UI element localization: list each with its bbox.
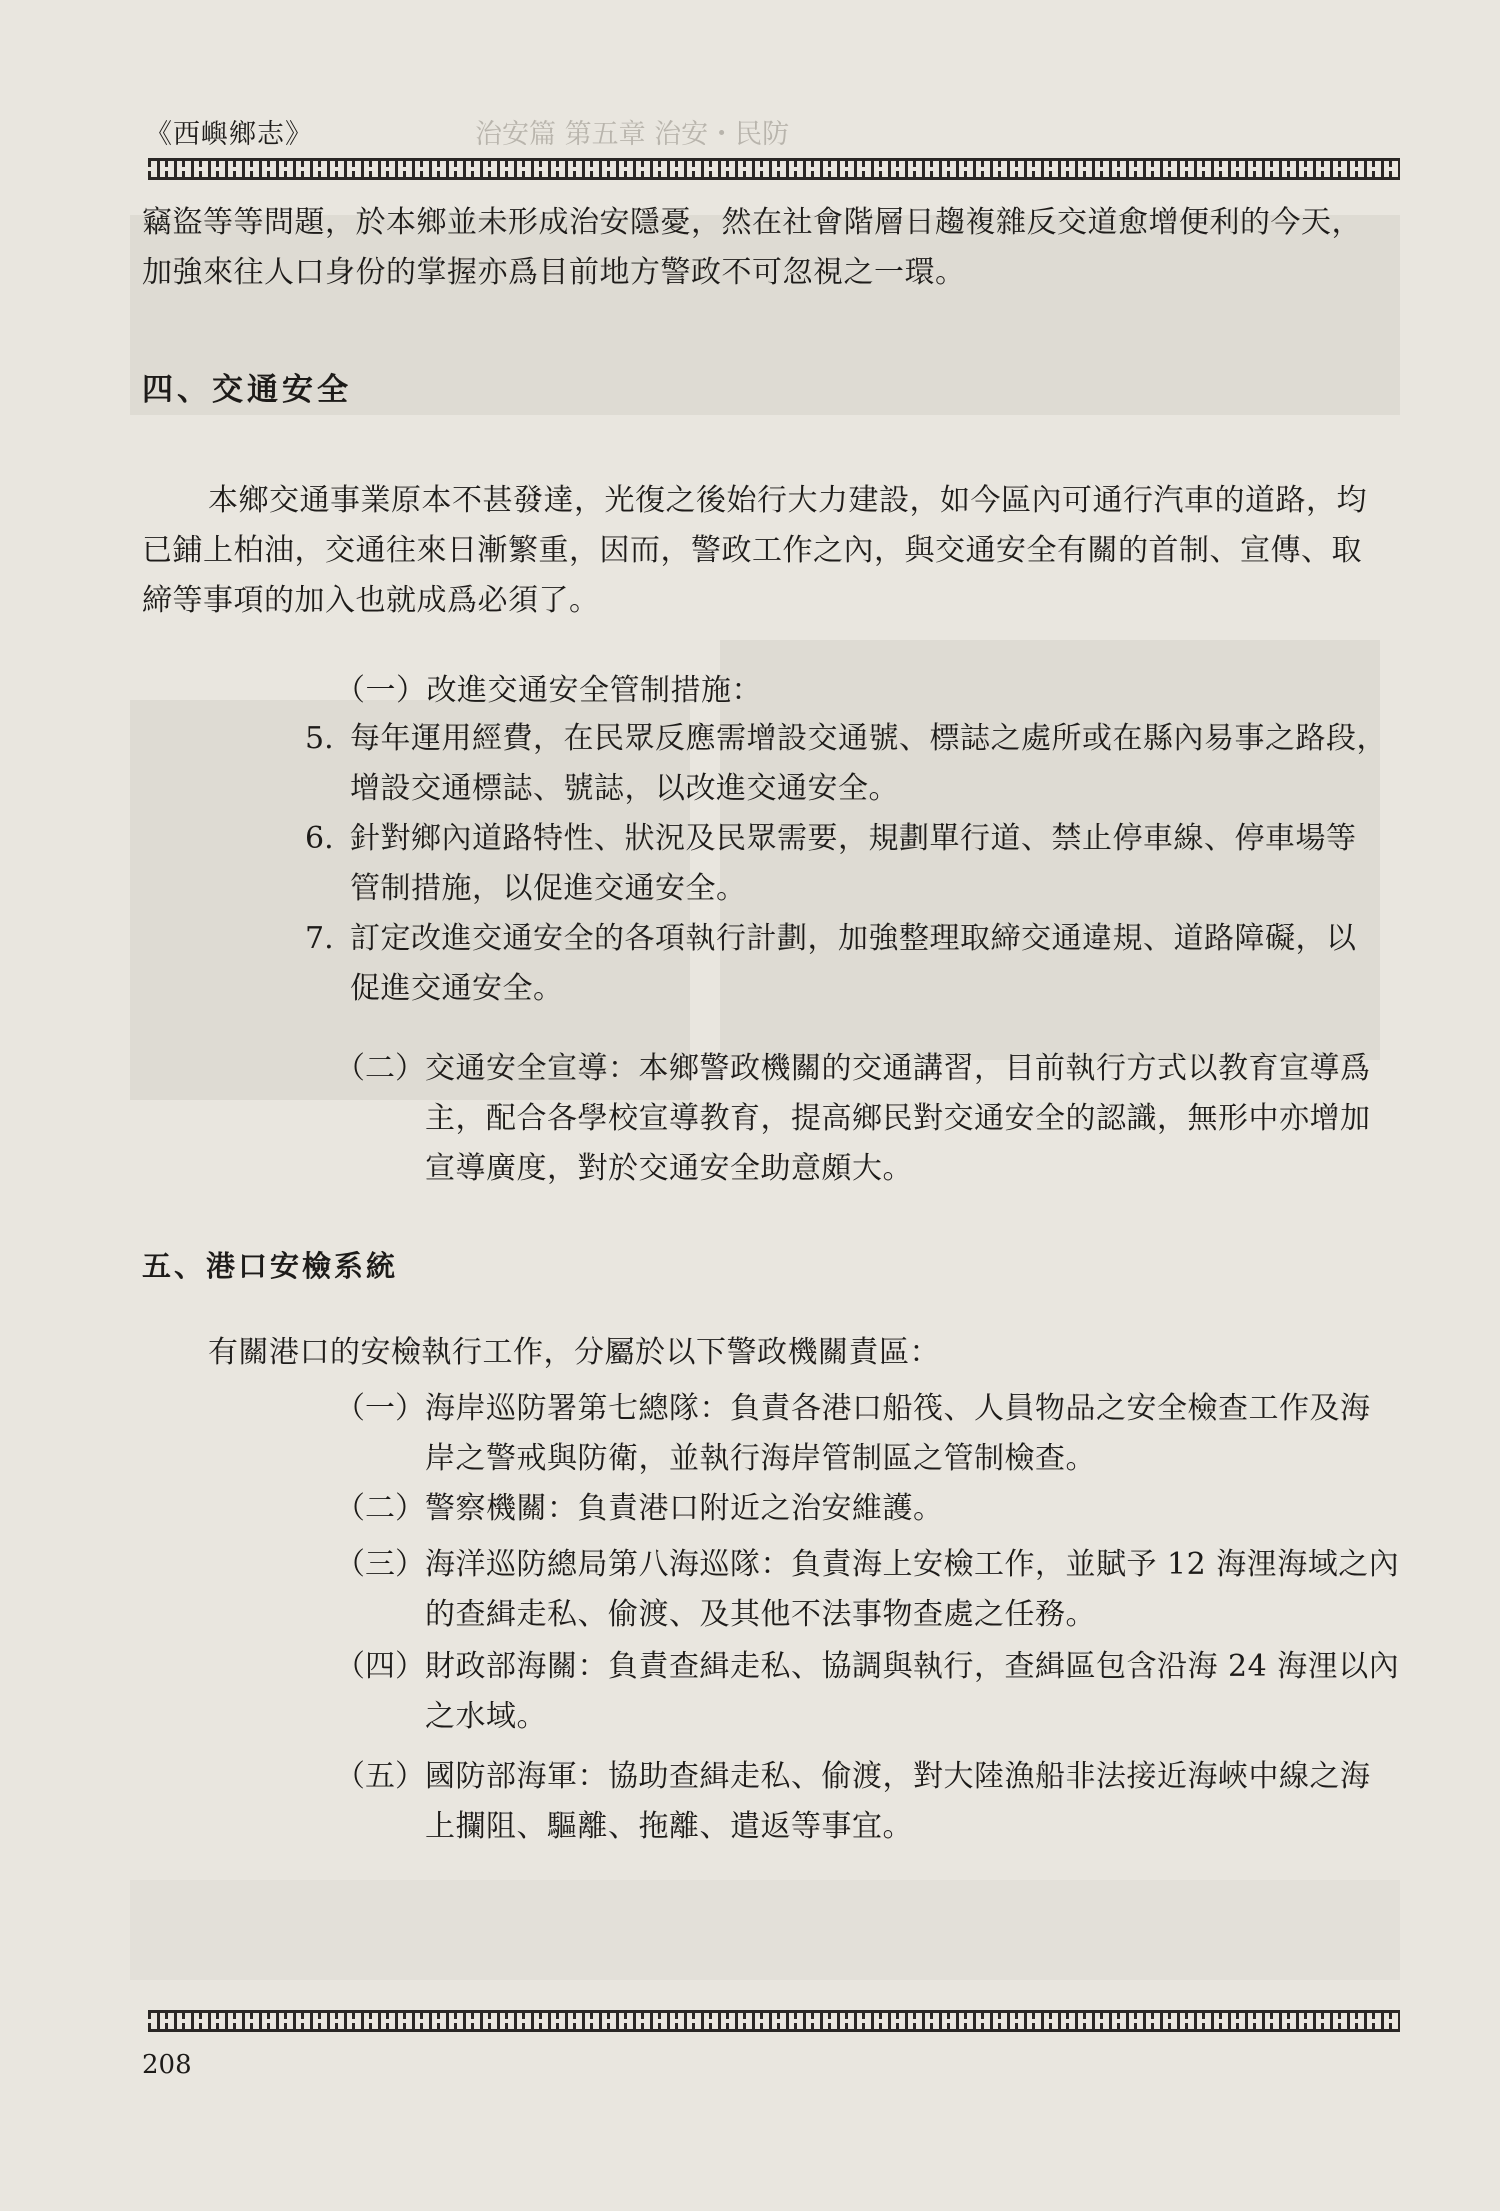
item-7-number: 7. [305, 921, 334, 956]
top-decorative-border [148, 158, 1400, 180]
item-6-line-1: 針對鄉內道路特性、狀況及民眾需要，規劃單行道、禁止停車線、停車場等 [350, 821, 1357, 856]
entry-1-line-1: 海岸巡防署第七總隊：負責各港口船筏、人員物品之安全檢查工作及海 [425, 1391, 1371, 1426]
entry-1-label: （一） [335, 1391, 425, 1426]
section-4-para-line-2: 已鋪上柏油，交通往來日漸繁重，因而，警政工作之內，與交通安全有關的首制、宣傳、取 [142, 533, 1362, 568]
entry-5-label: （五） [335, 1759, 425, 1794]
sub-2-line-3: 宣導廣度，對於交通安全助意頗大。 [425, 1151, 913, 1186]
entry-3-line-1: 海洋巡防總局第八海巡隊：負責海上安檢工作，並賦予 12 海浬海域之內 [425, 1547, 1400, 1582]
sub-2-line-2: 主，配合各學校宣導教育，提高鄉民對交通安全的認識，無形中亦增加 [425, 1101, 1371, 1136]
entry-1-line-2: 岸之警戒與防衛，並執行海岸管制區之管制檢查。 [425, 1441, 1096, 1476]
section-4-heading: 四、交通安全 [142, 372, 352, 408]
item-6-number: 6. [305, 821, 334, 856]
item-5-number: 5. [305, 721, 334, 756]
page-number: 208 [142, 2050, 192, 2080]
section-5-intro: 有關港口的安檢執行工作，分屬於以下警政機關責區： [208, 1335, 940, 1370]
entry-4-line-1: 財政部海關：負責查緝走私、協調與執行，查緝區包含沿海 24 海浬以內 [425, 1649, 1400, 1684]
intro-line-2: 加強來往人口身份的掌握亦爲目前地方警政不可忽視之一環。 [142, 255, 966, 290]
intro-line-1: 竊盜等等問題，於本鄉並未形成治安隱憂，然在社會階層日趨複雜反交道愈增便利的今天， [142, 205, 1362, 240]
bleed-through-lower [130, 1880, 1400, 1980]
bottom-decorative-border [148, 2010, 1400, 2032]
item-6-line-2: 管制措施，以促進交通安全。 [350, 871, 747, 906]
section-4-para-line-3: 締等事項的加入也就成爲必須了。 [142, 583, 600, 618]
sub-2-label: （二） [335, 1051, 425, 1086]
entry-4-label: （四） [335, 1649, 425, 1684]
sub-2-line-1: 交通安全宣導：本鄉警政機關的交通講習，目前執行方式以教育宣導爲 [425, 1051, 1371, 1086]
entry-5-line-1: 國防部海軍：協助查緝走私、偷渡，對大陸漁船非法接近海峽中線之海 [425, 1759, 1371, 1794]
item-7-line-1: 訂定改進交通安全的各項執行計劃，加強整理取締交通違規、道路障礙，以 [350, 921, 1357, 956]
book-title: 《西嶼鄉志》 [145, 119, 313, 150]
section-4-para-line-1: 本鄉交通事業原本不甚發達，光復之後始行大力建設，如今區內可通行汽車的道路，均 [208, 483, 1367, 518]
entry-5-line-2: 上攔阻、驅離、拖離、遣返等事宜。 [425, 1809, 913, 1844]
entry-2-label: （二） [335, 1491, 425, 1526]
entry-3-label: （三） [335, 1547, 425, 1582]
item-5-line-2: 增設交通標誌、號誌，以改進交通安全。 [350, 771, 899, 806]
item-7-line-2: 促進交通安全。 [350, 971, 564, 1006]
section-5-heading: 五、港口安檢系統 [142, 1249, 399, 1283]
sub-1-title: （一）改進交通安全管制措施： [335, 673, 762, 708]
entry-2-line-1: 警察機關：負責港口附近之治安維護。 [425, 1491, 944, 1526]
entry-4-line-2: 之水域。 [425, 1699, 547, 1734]
item-5-line-1: 每年運用經費，在民眾反應需增設交通號、標誌之處所或在縣內易事之路段， [350, 721, 1387, 756]
ghost-running-head: 治安篇 第五章 治安・民防 [475, 119, 790, 150]
entry-3-line-2: 的查緝走私、偷渡、及其他不法事物查處之任務。 [425, 1597, 1096, 1632]
